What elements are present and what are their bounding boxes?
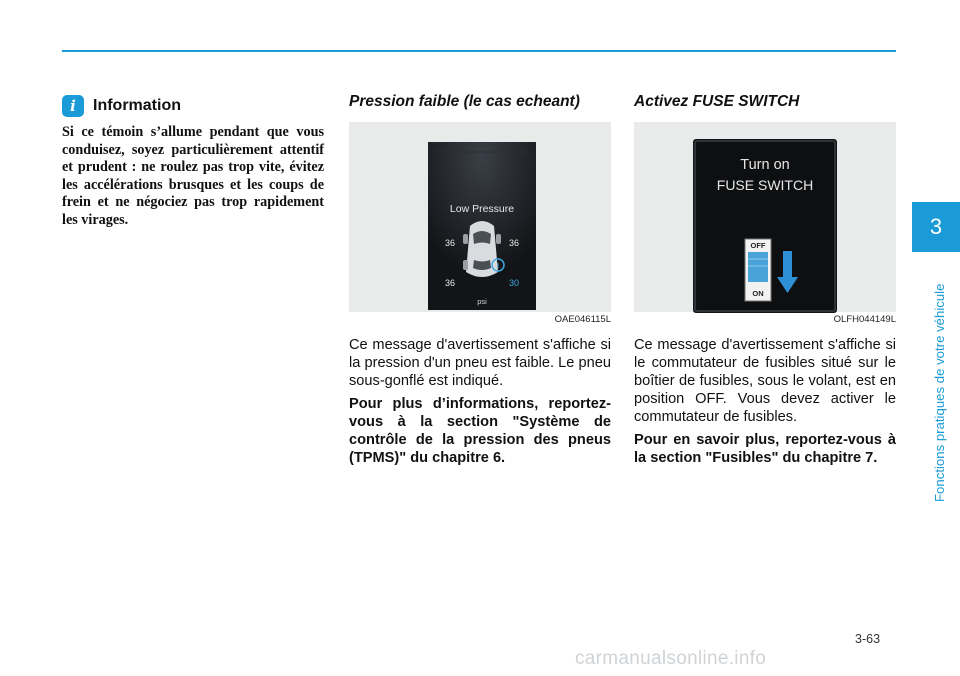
low-pressure-figure xyxy=(349,122,611,312)
low-pressure-para: Ce message d'avertissement s'affiche si la pression d'un pneu est faible. Le pneu sous-gonflé est indiqué. xyxy=(349,337,611,389)
low-pressure-title: Pression faible (le cas echeant) xyxy=(349,93,580,110)
tire-rear-right: 30 xyxy=(508,278,520,288)
low-pressure-display xyxy=(428,142,536,310)
fuse-switch-figure xyxy=(634,122,896,312)
fuse-switch-title: Activez FUSE SWITCH xyxy=(634,93,800,110)
tire-front-right: 36 xyxy=(508,238,520,248)
info-text: Si ce témoin s’allume pendant que vous conduisez, soyez particulièrement attentif et prudent : ne roulez pas trop vite, évitez les accélérations brusques et les coups de frein et ne négociez pas trop rapidement les virages. xyxy=(62,124,324,228)
fuse-line1: Turn on xyxy=(740,157,790,173)
tire-front-left: 36 xyxy=(444,238,456,248)
low-pressure-reference: Pour plus d’informations, reportez-vous à la section "Système de contrôle de la pression des pneus (TPMS)" du chapitre 6. xyxy=(349,396,611,466)
tire-rear-left: 36 xyxy=(444,278,456,288)
pressure-unit: psi xyxy=(477,297,487,306)
watermark: carmanualsonline.info xyxy=(575,648,767,669)
chapter-title-text: Fonctions pratiques de votre véhicule xyxy=(932,283,947,502)
fuse-switch-body xyxy=(634,336,896,472)
cluster-screen xyxy=(428,142,536,310)
info-title: Information xyxy=(93,97,181,114)
top-rule xyxy=(62,50,896,52)
fuse-switch-icon xyxy=(745,239,771,301)
fuse-switch-reference: Pour en savoir plus, reportez-vous à la section "Fusibles" du chapitre 7. xyxy=(634,432,896,466)
fuse-switch-display xyxy=(693,139,837,313)
screen-heading: Low Pressure xyxy=(449,203,515,215)
fuse-switch-para: Ce message d'avertissement s'affiche si le commutateur de fusibles situé sur le boîtier de fusibles, sous le volant, est en position OFF. Vous devez activer le commutateur de fusibles. xyxy=(634,337,896,425)
chapter-title xyxy=(932,262,960,502)
low-pressure-body xyxy=(349,336,611,472)
info-icon: i xyxy=(62,95,84,117)
page-number: 3-63 xyxy=(855,632,881,646)
svg-text:!: ! xyxy=(496,263,500,270)
info-header xyxy=(62,95,181,117)
figure-code-1: OAE046115L xyxy=(554,314,611,325)
fuse-line2: FUSE SWITCH xyxy=(716,177,814,193)
chapter-tab: 3 xyxy=(912,202,960,252)
figure-code-2: OLFH044149L xyxy=(833,314,896,325)
fuse-screen xyxy=(693,139,837,313)
switch-off-label: OFF xyxy=(750,241,766,250)
switch-on-label: ON xyxy=(752,289,764,298)
